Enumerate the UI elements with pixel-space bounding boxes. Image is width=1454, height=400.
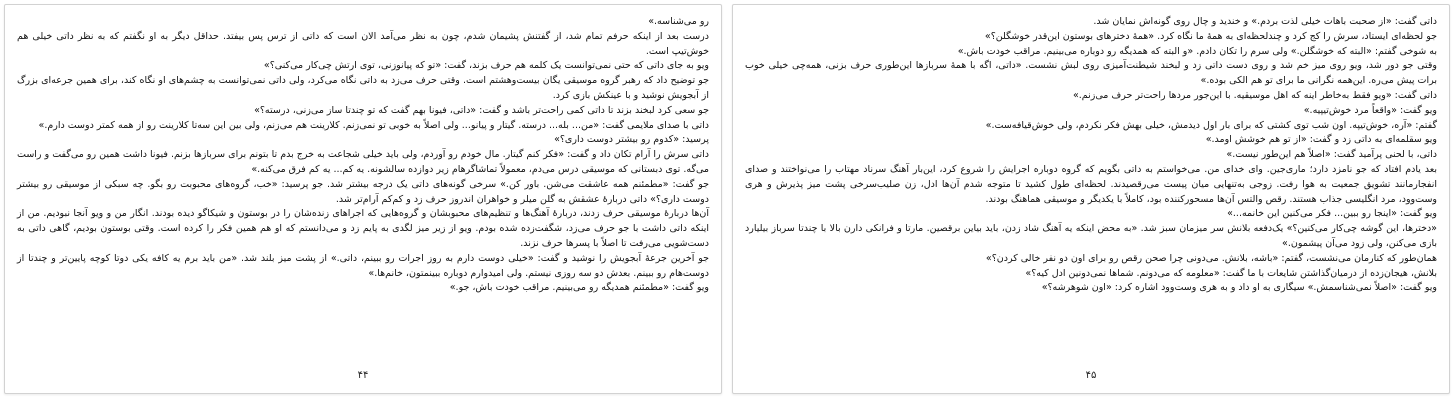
paragraph: جو سعی کرد لبخند بزند تا داتی کمی راحت‌تر باشد و گفت: «داتی، فیونا بهم گفت که تو چندتا ساز می‌زنی، درسته؟» — [254, 104, 709, 116]
paragraph: پرسید: «کدوم رو بیشتر دوست داری؟» — [554, 134, 709, 146]
paragraph: داتی گفت: «ویو فقط به‌خاطر اینه که اهل موسیقیه. با این‌جور مردها راحت‌تر حرف می‌زنم.» — [1072, 89, 1437, 101]
page-number-left: ۴۴ — [357, 370, 369, 381]
page-text-right — [745, 15, 1437, 296]
paragraph: آن‌ها دربارهٔ موسیقی حرف زدند، دربارهٔ آهنگ‌ها و تنظیم‌های محبوبشان و گروه‌هایی که اجراهای زنده‌شان را در بوستون و شیکاگو دیده بودند. انگار من و ویو آنجا نبودیم. من از اینکه داتی داشت با جو حرف می‌زد، شگفت‌زده شده بودم. ویو از زیر میز لگدی به پایم زد و می‌دانستم که او هم همین فکر را کرده است. وقتی بوستون بودیم، گاهی داتی به دست‌شویی می‌رفت تا اصلاً با پسرها حرف نزند. — [17, 208, 709, 249]
paragraph: ویو گفت: «مطمئنم همدیگه رو می‌بینیم. مراقب خودت باش، جو.» — [449, 282, 709, 294]
paragraph: داتی گفت: «از صحبت باهات خیلی لذت بردم.» و خندید و چال روی گونه‌اش نمایان شد. — [1093, 16, 1437, 27]
paragraph: ویو گفت: «اینجا رو ببین... فکر می‌کنین این خانمه...» — [1227, 208, 1437, 220]
paragraph: داتی با صدای ملایمی گفت: «من... بله... درسته. گیتار و پیانو... ولی اصلاً به خوبی تو نمی‌زنم. کلارینت هم می‌زنم، ولی بین این سه‌تا کلارینت رو از همه کمتر دوست دارم.» — [38, 119, 709, 131]
paragraph: جو توضیح داد که رهبر گروه موسیقی یگان بیست‌وهشتم است. وقتی حرف می‌زد به داتی نگاه می‌کرد، ولی داتی نمی‌توانست به چشم‌های او نگاه کند، برای همین جرعه‌ای بزرگ از آبجویش نوشید و با عینکش بازی کرد. — [17, 75, 709, 101]
paragraph: جو لحظه‌ای ایستاد، سرش را کج کرد و چندلحظه‌ای به همهٔ ما نگاه کرد. «همهٔ دخترهای بوستون این‌قدر خوشگلن؟» — [984, 30, 1437, 42]
paragraph: وقتی جو دور شد، ویو روی میز خم شد و روی دست داتی زد و لبخند شیطنت‌آمیزی روی لبش نشست. «داتی، اگه با همهٔ سربازها این‌طوری حرف بزنی، همه‌چی خیلی خوب برات پیش می‌ره. این‌همه نگرانی ما برای تو هم الکی بوده.» — [745, 60, 1437, 87]
paragraph: درست بعد از اینکه حرفم تمام شد، از گفتنش پشیمان شدم، چون به نظر می‌آمد الان است که داتی از ترس پس بیفتد. حداقل دیگر به او نگفتم که به نظر داتی خیلی هم خوش‌تیپ است. — [17, 30, 709, 57]
paragraph: «دخترها، این گوشه چی‌کار می‌کنین؟» یک‌دفعه بلانش سر میزمان سبز شد. «به محض اینکه یه آهنگ شاد زدن، باید بیاین برقصین. مارتا و فرانکی دارن بالا با چندتا سرباز بیلیارد بازی می‌کنن، ولی زود می‌آن پیشمون.» — [745, 223, 1437, 249]
paragraph: ویو به جای داتی که حتی نمی‌توانست یک کلمه هم حرف بزند، گفت: «تو که پیانوزنی، توی ارتش چی‌کار می‌کنی؟» — [263, 60, 709, 72]
paragraph: همان‌طور که کنارمان می‌نشست، گفتم: «باشه، بلانش. می‌دونی چرا صحن رقص رو برای اون دو نفر خالی کردن؟» — [985, 252, 1437, 264]
book-page-right — [732, 4, 1450, 394]
paragraph: بعد یادم افتاد که جو نامزد دارد؛ ماری‌جین. وای خدای من. می‌خواستم به داتی بگویم که گروه دوباره اجرایش را شروع کرد، این‌بار آهنگ سرناد مهتاب را می‌نواختند و صدای انفجارمانند تشویق جمعیت به هوا رفت. زوجی به‌تنهایی میان پیست می‌رقصیدند. لحظه‌ای طول کشید تا متوجه شدم آن‌ها ادل، زن صلیب‌سرخی پشت میز پذیرش و هری وست‌وود، مرد انگلیسی جذاب هستند. رقص والتس آن‌ها مسحورکننده بود، کاملاً با یکدیگر و موسیقی هماهنگ بودند. — [745, 163, 1437, 205]
paragraph: رو می‌شناسه.» — [648, 16, 709, 27]
paragraph: جو گفت: «مطمئنم همه عاشقت می‌شن. باور کن.» سرخی گونه‌های داتی یک درجه بیشتر شد. جو پرسید: «خب، گروه‌های محبوبت رو بگو. چه سبکی از موسیقی رو بیشتر دوست داری؟» داتی دربارهٔ عشقش به گلن میلر و خواهران اندروز حرف زد و کم‌کم آرام‌تر شد. — [17, 178, 709, 205]
paragraph: ویو سقلمه‌ای به داتی زد و گفت: «از تو هم خوشش اومد.» — [1205, 134, 1437, 146]
page-text-left — [17, 15, 709, 296]
paragraph: ویو گفت: «اصلاً نمی‌شناسمش.» سیگاری به او داد و به هری وست‌وود اشاره کرد: «اون شوهرشه؟» — [1041, 282, 1437, 294]
paragraph: بلانش، هیجان‌زده از درمیان‌گذاشتن شایعات با ما گفت: «معلومه که می‌دونم. شماها نمی‌دونین ادل کیه؟» — [1025, 267, 1437, 279]
paragraph: به شوخی گفتم: «البته که خوشگلن.» ولی سرم را تکان دادم. «و البته که همدیگه رو دوباره می‌بینیم. مراقب خودت باش.» — [957, 45, 1437, 57]
paragraph: داتی سرش را آرام تکان داد و گفت: «فکر کنم گیتار. مال خودم رو آوردم، ولی باید خیلی شجاعت به خرج بدم تا بتونم برای سربازها بزنم. فیونا داشت همین رو می‌گفت و راست می‌گه. توی دبستانی که موسیقی درس می‌دم، معمولاً تماشاگرهام زیر دوازده سالشونه. یه کم... یه کم فرق می‌کنه.» — [17, 149, 709, 175]
page-number-right: ۴۵ — [1085, 370, 1097, 381]
book-page-left — [4, 4, 722, 394]
paragraph: ویو گفت: «واقعاً مرد خوش‌تیپیه.» — [1303, 104, 1437, 116]
paragraph: جو آخرین جرعهٔ آبجویش را نوشید و گفت: «خیلی دوست دارم به روز اجرات رو ببینم، داتی.» از پشت میز بلند شد. «من باید برم یه کافه یکی دوتا کوچه پایین‌تر و چندتا از دوست‌هام رو ببینم. بعدش دو سه روزی نیستم. ولی امیدوارم دوباره ببینمتون، خانم‌ها.» — [17, 252, 709, 279]
paragraph: داتی، با لحنی پرآمید گفت: «اصلاً هم این‌طور نیست.» — [1226, 149, 1437, 161]
paragraph: گفتم: «آره، خوش‌تیپه. اون شب توی کشتی که برای بار اول دیدمش، خیلی بهش فکر نکردم، ولی خوش‌قیافه‌ست.» — [985, 119, 1437, 131]
